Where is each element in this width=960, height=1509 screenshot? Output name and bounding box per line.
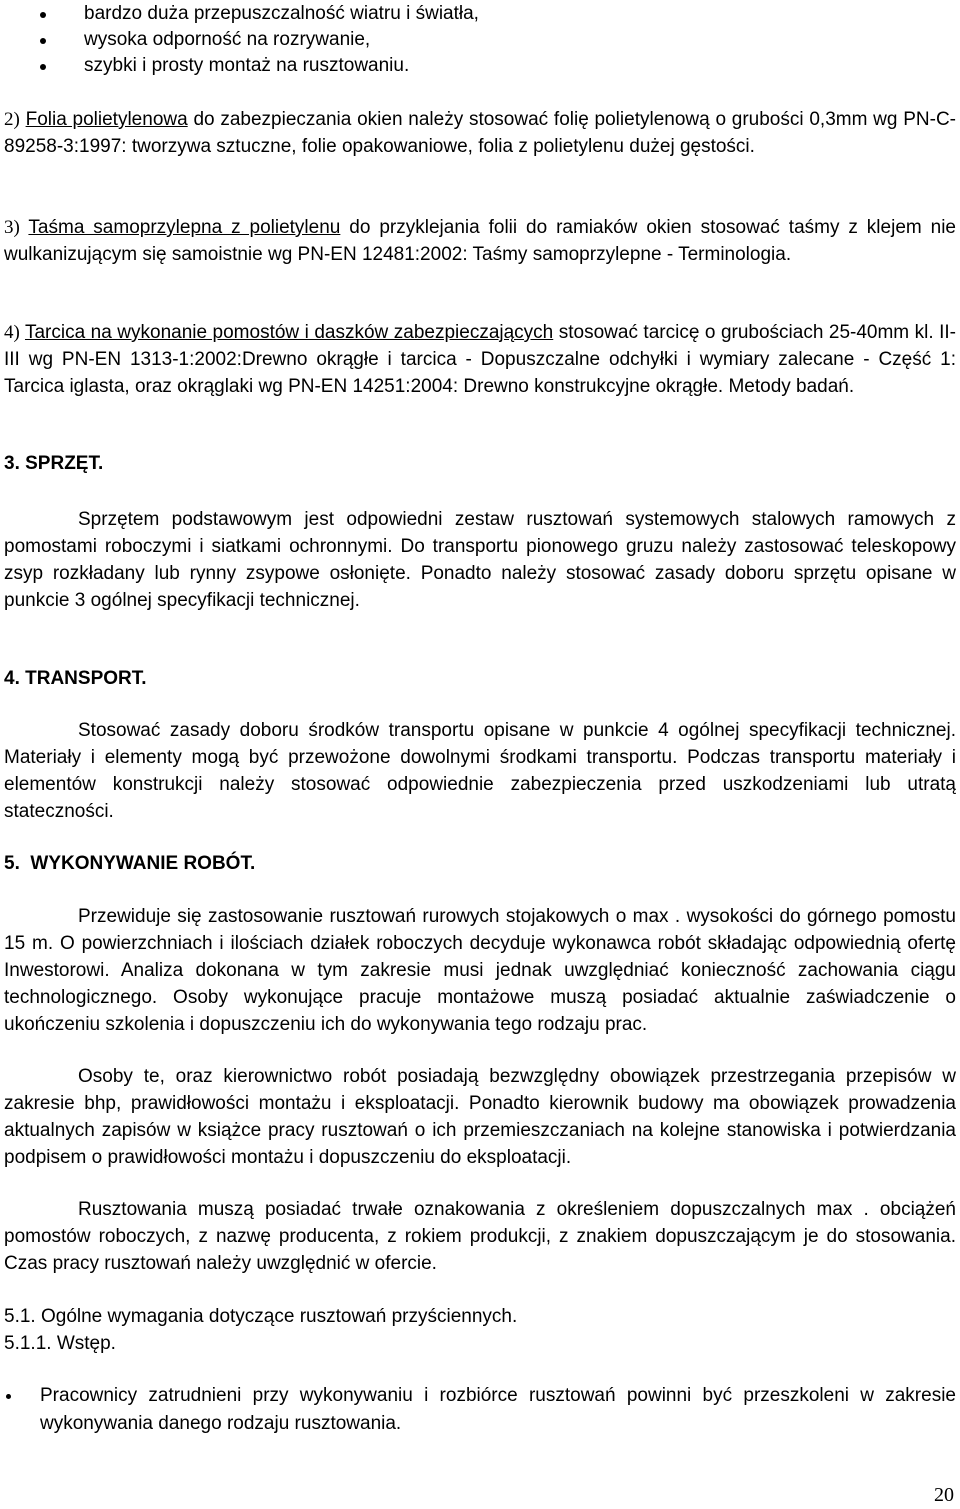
list-item <box>4 1382 956 1438</box>
item-number: 3) <box>4 217 20 238</box>
item-text: do przyklejania folii do ramiaków okien stosować taśmy z klejem nie wulkanizującym się samoistnie wg PN-EN 12481:2002: Taśmy samoprzylepne - Terminologia. <box>4 217 956 265</box>
section-heading: 5. WYKONYWANIE ROBÓT. <box>4 853 256 874</box>
list-item-text: szybki i prosty montaż na rusztowaniu. <box>84 55 410 76</box>
item-2-paragraph <box>4 106 956 160</box>
list-item-text: wysoka odporność na rozrywanie, <box>84 29 371 50</box>
list-item-text: bardzo duża przepuszczalność wiatru i światła, <box>84 3 479 24</box>
item-4-paragraph <box>4 319 956 400</box>
section-heading: 4. TRANSPORT. <box>4 668 147 689</box>
item-text: stosować tarcicę o grubościach 25-40mm kl. II-III wg PN-EN 1313-1:2002:Drewno okrągłe i tarcica - Dopuszczalne odchyłki i wymiary zalecane - Część 1: Tarcica iglasta, oraz okrąglaki wg PN-EN 14251:2004: Drewno konstrukcyjne okrągłe. Metody badań. <box>4 322 957 397</box>
item-number: 4) <box>4 322 20 343</box>
section-5-paragraph-1: Przewiduje się zastosowanie rusztowań rurowych stojakowych o max . wysokości do górnego pomostu 15 m. O powierzchniach i ilościach działek roboczych decyduje wykonawca robót składając odpowiednią ofertę Inwestorowi. Analiza dokonana w tym zakresie musi jednak uwzględniać konieczność zachowania ciągu technologicznego. Osoby wykonujące pracuje montażowe muszą posiadać aktualnie zaświadczenie o ukończeniu szkolenia i dopuszczeniu ich do wykonywania tego rodzaju prac. <box>4 906 956 1035</box>
item-number: 2) <box>4 109 20 130</box>
section-5-paragraph-2: Osoby te, oraz kierownictwo robót posiadają bezwzględny obowiązek przestrzegania przepisów w zakresie bhp, prawidłowości montażu i eksploatacji. Ponadto kierownik budowy ma obowiązek prowadzenia aktualnych zapisów w książce pracy rusztowań o ich przemieszczaniach na kolejne stanowiska i potwierdzania podpisem o prawidłowości montażu i dopuszczeniu do eksploatacji. <box>4 1066 956 1168</box>
bullet-icon <box>40 64 46 70</box>
item-title: Taśma samoprzylepna z polietylenu <box>28 217 341 238</box>
page-number: 20 <box>934 1484 954 1506</box>
list-item-text: Pracownicy zatrudnieni przy wykonywaniu i rozbiórce rusztowań powinni być przeszkoleni w zakresie wykonywania danego rodzaju rusztowania. <box>40 1385 956 1434</box>
section-5-paragraph-3: Rusztowania muszą posiadać trwałe oznakowania z określeniem dopuszczalnych max . obciążeń pomostów roboczych, z nazwę producenta, z rokiem produkcji, z znakiem dopuszczającym je do stosowania. Czas pracy rusztowań należy uwzględnić w ofercie. <box>4 1199 956 1274</box>
item-title: Folia polietylenowa <box>25 109 188 130</box>
item-3-paragraph <box>4 214 956 268</box>
subsection-heading: 5.1. Ogólne wymagania dotyczące rusztowań przyściennych. <box>4 1306 518 1327</box>
section-3-text: Sprzętem podstawowym jest odpowiedni zestaw rusztowań systemowych stalowych ramowych z pomostami roboczymi i siatkami ochronnymi. Do transportu pionowego gruzu należy zastosować teleskopowy zsyp rozkładany lub rynny zsypowe osłonięte. Ponadto należy stosować zasady doboru sprzętu opisane w punkcie 3 ogólnej specyfikacji technicznej. <box>4 509 956 611</box>
bullet-icon <box>40 12 46 18</box>
section-heading: 3. SPRZĘT. <box>4 453 104 474</box>
bullet-icon <box>40 38 46 44</box>
item-text: do zabezpieczania okien należy stosować folię polietylenową o grubości 0,3mm wg PN-C-89258-3:1997: tworzywa sztuczne, folie opakowaniowe, folia z polietylenu dużej gęstości. <box>4 109 957 157</box>
subsection-heading: 5.1.1. Wstęp. <box>4 1333 116 1354</box>
bullet-icon <box>6 1394 11 1399</box>
section-4-text: Stosować zasady doboru środków transportu opisane w punkcie 4 ogólnej specyfikacji technicznej. Materiały i elementy mogą być przewożone dowolnymi środkami transportu. Podczas transportu materiały i elementów konstrukcji należy stosować odpowiednie zabezpieczenia przed uszkodzeniami lub utratą stateczności. <box>4 720 956 822</box>
item-title: Tarcica na wykonanie pomostów i daszków zabezpieczających <box>24 322 554 343</box>
